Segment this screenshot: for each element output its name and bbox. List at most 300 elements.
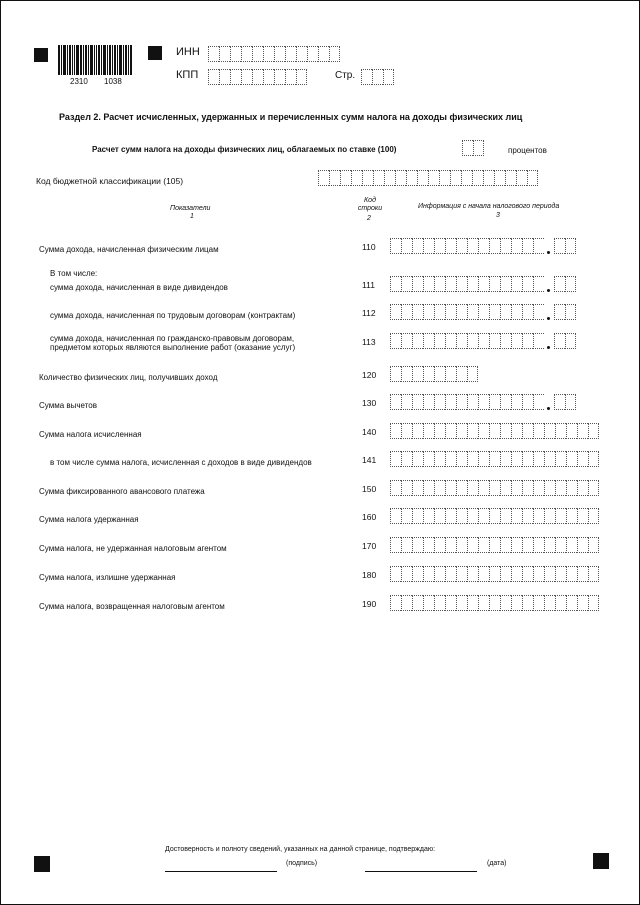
char-cell[interactable] [383, 69, 394, 85]
digit-cell[interactable] [445, 508, 456, 524]
digit-cell[interactable] [577, 595, 588, 611]
digit-cell[interactable] [456, 508, 467, 524]
digit-cell[interactable] [445, 366, 456, 382]
digit-cell[interactable] [456, 451, 467, 467]
char-cell[interactable] [329, 46, 340, 62]
digit-cell[interactable] [445, 394, 456, 410]
digit-cell[interactable] [478, 595, 489, 611]
digit-cell[interactable] [511, 394, 522, 410]
digit-cell[interactable] [434, 566, 445, 582]
digit-cell[interactable] [423, 508, 434, 524]
digit-cell[interactable] [445, 304, 456, 320]
digit-cell[interactable] [467, 480, 478, 496]
digit-cell[interactable] [478, 394, 489, 410]
digit-cell[interactable] [401, 566, 412, 582]
char-cell[interactable] [462, 140, 473, 156]
digit-cell[interactable] [489, 304, 500, 320]
digit-cell[interactable] [566, 566, 577, 582]
digit-cell[interactable] [467, 276, 478, 292]
digit-cell[interactable] [511, 276, 522, 292]
inn-field[interactable] [208, 46, 340, 62]
digit-cell[interactable] [467, 394, 478, 410]
digit-cell[interactable] [412, 304, 423, 320]
char-cell[interactable] [384, 170, 395, 186]
digit-cell[interactable] [500, 304, 511, 320]
char-cell[interactable] [361, 69, 372, 85]
digit-cell[interactable] [544, 508, 555, 524]
char-cell[interactable] [230, 46, 241, 62]
digit-cell[interactable] [401, 537, 412, 553]
digit-cell[interactable] [533, 595, 544, 611]
digit-cell[interactable] [401, 394, 412, 410]
digit-cell[interactable] [511, 595, 522, 611]
char-cell[interactable] [351, 170, 362, 186]
digit-cell[interactable] [467, 508, 478, 524]
digit-cell[interactable] [434, 480, 445, 496]
digit-cell[interactable] [555, 537, 566, 553]
digit-cell[interactable] [423, 480, 434, 496]
char-cell[interactable] [296, 46, 307, 62]
digit-cell[interactable] [588, 423, 599, 439]
digit-cell[interactable] [533, 304, 544, 320]
digit-cell[interactable] [467, 238, 478, 254]
digit-cell[interactable] [478, 333, 489, 349]
digit-cell[interactable] [500, 537, 511, 553]
char-cell[interactable] [219, 69, 230, 85]
char-cell[interactable] [439, 170, 450, 186]
digit-cell[interactable] [565, 333, 576, 349]
char-cell[interactable] [252, 69, 263, 85]
digit-cell[interactable] [467, 566, 478, 582]
digit-cell[interactable] [577, 480, 588, 496]
char-cell[interactable] [329, 170, 340, 186]
value-field-140[interactable] [390, 423, 599, 439]
digit-cell[interactable] [588, 566, 599, 582]
char-cell[interactable] [373, 170, 384, 186]
digit-cell[interactable] [511, 304, 522, 320]
char-cell[interactable] [285, 69, 296, 85]
char-cell[interactable] [417, 170, 428, 186]
value-field-150[interactable] [390, 480, 599, 496]
digit-cell[interactable] [533, 394, 544, 410]
digit-cell[interactable] [489, 423, 500, 439]
digit-cell[interactable] [390, 333, 401, 349]
char-cell[interactable] [494, 170, 505, 186]
digit-cell[interactable] [467, 304, 478, 320]
digit-cell[interactable] [445, 480, 456, 496]
digit-cell[interactable] [533, 480, 544, 496]
digit-cell[interactable] [412, 276, 423, 292]
digit-cell[interactable] [522, 566, 533, 582]
kpp-field[interactable] [208, 69, 307, 85]
value-field-120[interactable] [390, 366, 478, 382]
char-cell[interactable] [473, 140, 484, 156]
digit-cell[interactable] [489, 451, 500, 467]
digit-cell[interactable] [456, 394, 467, 410]
kbk-label: Код бюджетной классификации (105) [36, 176, 184, 186]
digit-cell[interactable] [577, 423, 588, 439]
digit-cell[interactable] [401, 333, 412, 349]
digit-cell[interactable] [456, 566, 467, 582]
char-cell[interactable] [285, 46, 296, 62]
digit-cell[interactable] [489, 276, 500, 292]
kpp-label: КПП [176, 69, 199, 81]
char-cell[interactable] [296, 69, 307, 85]
barcode-number-right: 1038 [104, 77, 122, 86]
digit-cell[interactable] [555, 595, 566, 611]
digit-cell[interactable] [390, 480, 401, 496]
digit-cell[interactable] [467, 595, 478, 611]
digit-cell[interactable] [522, 595, 533, 611]
digit-cell[interactable] [489, 333, 500, 349]
digit-cell[interactable] [577, 566, 588, 582]
digit-cell[interactable] [401, 451, 412, 467]
digit-cell[interactable] [412, 537, 423, 553]
digit-cell[interactable] [412, 508, 423, 524]
digit-cell[interactable] [401, 595, 412, 611]
digit-cell[interactable] [423, 238, 434, 254]
value-field-160[interactable] [390, 508, 599, 524]
digit-cell[interactable] [565, 238, 576, 254]
digit-cell[interactable] [588, 508, 599, 524]
digit-cell[interactable] [500, 480, 511, 496]
digit-cell[interactable] [401, 423, 412, 439]
digit-cell[interactable] [434, 451, 445, 467]
digit-cell[interactable] [566, 423, 577, 439]
digit-cell[interactable] [555, 480, 566, 496]
digit-cell[interactable] [423, 394, 434, 410]
rate-field[interactable] [462, 140, 484, 156]
digit-cell[interactable] [445, 451, 456, 467]
digit-cell[interactable] [544, 423, 555, 439]
digit-cell[interactable] [434, 366, 445, 382]
row-code: 110 [362, 242, 376, 252]
digit-cell[interactable] [533, 276, 544, 292]
char-cell[interactable] [450, 170, 461, 186]
digit-cell[interactable] [401, 508, 412, 524]
digit-cell[interactable] [467, 451, 478, 467]
digit-cell[interactable] [390, 566, 401, 582]
digit-cell[interactable] [412, 238, 423, 254]
digit-cell[interactable] [511, 451, 522, 467]
digit-cell[interactable] [555, 423, 566, 439]
digit-cell[interactable] [478, 238, 489, 254]
digit-cell[interactable] [533, 537, 544, 553]
digit-cell[interactable] [555, 508, 566, 524]
digit-cell[interactable] [423, 366, 434, 382]
digit-cell[interactable] [412, 333, 423, 349]
digit-cell[interactable] [511, 566, 522, 582]
digit-cell[interactable] [522, 276, 533, 292]
digit-cell[interactable] [401, 238, 412, 254]
digit-cell[interactable] [478, 304, 489, 320]
digit-cell[interactable] [456, 304, 467, 320]
digit-cell[interactable] [565, 276, 576, 292]
digit-cell[interactable] [533, 566, 544, 582]
digit-cell[interactable] [566, 537, 577, 553]
digit-cell[interactable] [401, 480, 412, 496]
digit-cell[interactable] [522, 238, 533, 254]
digit-cell[interactable] [489, 480, 500, 496]
digit-cell[interactable] [412, 366, 423, 382]
row-label: Сумма налога исчисленная [39, 430, 142, 439]
char-cell[interactable] [230, 69, 241, 85]
digit-cell[interactable] [434, 238, 445, 254]
digit-cell[interactable] [423, 276, 434, 292]
digit-cell[interactable] [489, 238, 500, 254]
digit-cell[interactable] [390, 451, 401, 467]
digit-cell[interactable] [478, 566, 489, 582]
digit-cell[interactable] [390, 394, 401, 410]
digit-cell[interactable] [412, 480, 423, 496]
char-cell[interactable] [461, 170, 472, 186]
digit-cell[interactable] [412, 423, 423, 439]
digit-cell[interactable] [588, 595, 599, 611]
digit-cell[interactable] [401, 304, 412, 320]
digit-cell[interactable] [544, 480, 555, 496]
digit-cell[interactable] [544, 451, 555, 467]
digit-cell[interactable] [434, 304, 445, 320]
digit-cell[interactable] [511, 423, 522, 439]
digit-cell[interactable] [467, 366, 478, 382]
digit-cell[interactable] [522, 423, 533, 439]
digit-cell[interactable] [434, 276, 445, 292]
row-label: сумма дохода, начисленная по гражданско-правовым договорам, [50, 334, 295, 343]
row-code: 130 [362, 398, 377, 408]
digit-cell[interactable] [445, 423, 456, 439]
digit-cell[interactable] [390, 238, 401, 254]
digit-cell[interactable] [511, 238, 522, 254]
digit-cell[interactable] [434, 537, 445, 553]
char-cell[interactable] [318, 170, 329, 186]
char-cell[interactable] [241, 69, 252, 85]
digit-cell[interactable] [544, 566, 555, 582]
kbk-field[interactable] [318, 170, 538, 186]
row-label: В том числе: [50, 269, 98, 278]
digit-cell[interactable] [445, 333, 456, 349]
digit-cell[interactable] [533, 238, 544, 254]
char-cell[interactable] [263, 46, 274, 62]
digit-cell[interactable] [500, 508, 511, 524]
value-field-141[interactable] [390, 451, 599, 467]
char-cell[interactable] [318, 46, 329, 62]
char-cell[interactable] [263, 69, 274, 85]
digit-cell[interactable] [566, 508, 577, 524]
digit-cell[interactable] [390, 423, 401, 439]
digit-cell[interactable] [423, 304, 434, 320]
digit-cell[interactable] [565, 304, 576, 320]
value-field-170[interactable] [390, 537, 599, 553]
digit-cell[interactable] [478, 451, 489, 467]
digit-cell[interactable] [412, 595, 423, 611]
digit-cell[interactable] [554, 333, 565, 349]
digit-cell[interactable] [478, 537, 489, 553]
digit-cell[interactable] [434, 508, 445, 524]
digit-cell[interactable] [401, 366, 412, 382]
char-cell[interactable] [274, 46, 285, 62]
digit-cell[interactable] [577, 508, 588, 524]
digit-cell[interactable] [456, 595, 467, 611]
digit-cell[interactable] [554, 238, 565, 254]
char-cell[interactable] [252, 46, 263, 62]
row-label-line2: предметом которых являются выполнение работ (оказание услуг) [50, 343, 296, 352]
digit-cell[interactable] [533, 508, 544, 524]
digit-cell[interactable] [390, 537, 401, 553]
rate-line-text: Расчет сумм налога на доходы физических лиц, облагаемых по ставке (100) [92, 145, 397, 154]
col-header-indicators-num: 1 [190, 213, 194, 220]
digit-cell[interactable] [467, 333, 478, 349]
digit-cell[interactable] [577, 451, 588, 467]
digit-cell[interactable] [554, 276, 565, 292]
corner-marker-bottom-left [34, 856, 50, 872]
digit-cell[interactable] [390, 508, 401, 524]
digit-cell[interactable] [456, 333, 467, 349]
char-cell[interactable] [472, 170, 483, 186]
page-number-field[interactable] [361, 69, 394, 85]
digit-cell[interactable] [511, 333, 522, 349]
digit-cell[interactable] [555, 451, 566, 467]
digit-cell[interactable] [467, 423, 478, 439]
digit-cell[interactable] [478, 508, 489, 524]
value-field-190[interactable] [390, 595, 599, 611]
digit-cell[interactable] [522, 480, 533, 496]
digit-cell[interactable] [489, 595, 500, 611]
digit-cell[interactable] [456, 423, 467, 439]
digit-cell[interactable] [445, 276, 456, 292]
digit-cell[interactable] [500, 451, 511, 467]
digit-cell[interactable] [489, 537, 500, 553]
digit-cell[interactable] [500, 394, 511, 410]
digit-cell[interactable] [522, 304, 533, 320]
digit-cell[interactable] [565, 394, 576, 410]
digit-cell[interactable] [522, 537, 533, 553]
section-title: Раздел 2. Расчет исчисленных, удержанных и перечисленных сумм налога на доходы физических лиц [59, 112, 523, 122]
digit-cell[interactable] [554, 304, 565, 320]
digit-cell[interactable] [390, 366, 401, 382]
digit-cell[interactable] [434, 333, 445, 349]
digit-cell[interactable] [456, 537, 467, 553]
digit-cell[interactable] [522, 451, 533, 467]
digit-cell[interactable] [500, 276, 511, 292]
row-label: Сумма налога, излишне удержанная [39, 573, 176, 582]
digit-cell[interactable] [434, 394, 445, 410]
digit-cell[interactable] [500, 423, 511, 439]
char-cell[interactable] [219, 46, 230, 62]
digit-cell[interactable] [423, 333, 434, 349]
char-cell[interactable] [516, 170, 527, 186]
digit-cell[interactable] [489, 566, 500, 582]
digit-cell[interactable] [533, 451, 544, 467]
digit-cell[interactable] [566, 480, 577, 496]
digit-cell[interactable] [412, 451, 423, 467]
date-line[interactable] [365, 871, 477, 872]
digit-cell[interactable] [566, 451, 577, 467]
digit-cell[interactable] [566, 595, 577, 611]
digit-cell[interactable] [522, 508, 533, 524]
digit-cell[interactable] [500, 566, 511, 582]
char-cell[interactable] [395, 170, 406, 186]
digit-cell[interactable] [423, 566, 434, 582]
digit-cell[interactable] [423, 595, 434, 611]
char-cell[interactable] [340, 170, 351, 186]
digit-cell[interactable] [500, 333, 511, 349]
digit-cell[interactable] [434, 595, 445, 611]
digit-cell[interactable] [423, 451, 434, 467]
digit-cell[interactable] [489, 394, 500, 410]
value-field-180[interactable] [390, 566, 599, 582]
digit-cell[interactable] [554, 394, 565, 410]
digit-cell[interactable] [445, 566, 456, 582]
digit-cell[interactable] [544, 537, 555, 553]
digit-cell[interactable] [390, 595, 401, 611]
digit-cell[interactable] [577, 537, 588, 553]
row-label: Сумма дохода, начисленная физическим лицам [39, 245, 219, 254]
digit-cell[interactable] [588, 537, 599, 553]
digit-cell[interactable] [390, 276, 401, 292]
digit-cell[interactable] [467, 537, 478, 553]
digit-cell[interactable] [500, 595, 511, 611]
char-cell[interactable] [307, 46, 318, 62]
row-code: 190 [362, 599, 377, 609]
char-cell[interactable] [505, 170, 516, 186]
digit-cell[interactable] [511, 537, 522, 553]
char-cell[interactable] [527, 170, 538, 186]
char-cell[interactable] [208, 46, 219, 62]
digit-cell[interactable] [445, 537, 456, 553]
char-cell[interactable] [362, 170, 373, 186]
digit-cell[interactable] [511, 480, 522, 496]
char-cell[interactable] [274, 69, 285, 85]
digit-cell[interactable] [522, 333, 533, 349]
digit-cell[interactable] [544, 595, 555, 611]
digit-cell[interactable] [423, 537, 434, 553]
char-cell[interactable] [372, 69, 383, 85]
char-cell[interactable] [483, 170, 494, 186]
digit-cell[interactable] [500, 238, 511, 254]
digit-cell[interactable] [456, 276, 467, 292]
digit-cell[interactable] [588, 480, 599, 496]
digit-cell[interactable] [522, 394, 533, 410]
digit-cell[interactable] [489, 508, 500, 524]
digit-cell[interactable] [555, 566, 566, 582]
digit-cell[interactable] [456, 238, 467, 254]
digit-cell[interactable] [478, 423, 489, 439]
digit-cell[interactable] [445, 238, 456, 254]
digit-cell[interactable] [511, 508, 522, 524]
char-cell[interactable] [208, 69, 219, 85]
digit-cell[interactable] [445, 595, 456, 611]
char-cell[interactable] [406, 170, 417, 186]
digit-cell[interactable] [401, 276, 412, 292]
digit-cell[interactable] [588, 451, 599, 467]
digit-cell[interactable] [533, 423, 544, 439]
digit-cell[interactable] [412, 566, 423, 582]
decimal-point [547, 251, 550, 254]
char-cell[interactable] [428, 170, 439, 186]
digit-cell[interactable] [434, 423, 445, 439]
date-caption: (дата) [487, 860, 507, 867]
digit-cell[interactable] [478, 276, 489, 292]
digit-cell[interactable] [423, 423, 434, 439]
digit-cell[interactable] [478, 480, 489, 496]
digit-cell[interactable] [456, 480, 467, 496]
digit-cell[interactable] [412, 394, 423, 410]
digit-cell[interactable] [456, 366, 467, 382]
char-cell[interactable] [241, 46, 252, 62]
digit-cell[interactable] [390, 304, 401, 320]
digit-cell[interactable] [533, 333, 544, 349]
signature-line[interactable] [165, 871, 277, 872]
